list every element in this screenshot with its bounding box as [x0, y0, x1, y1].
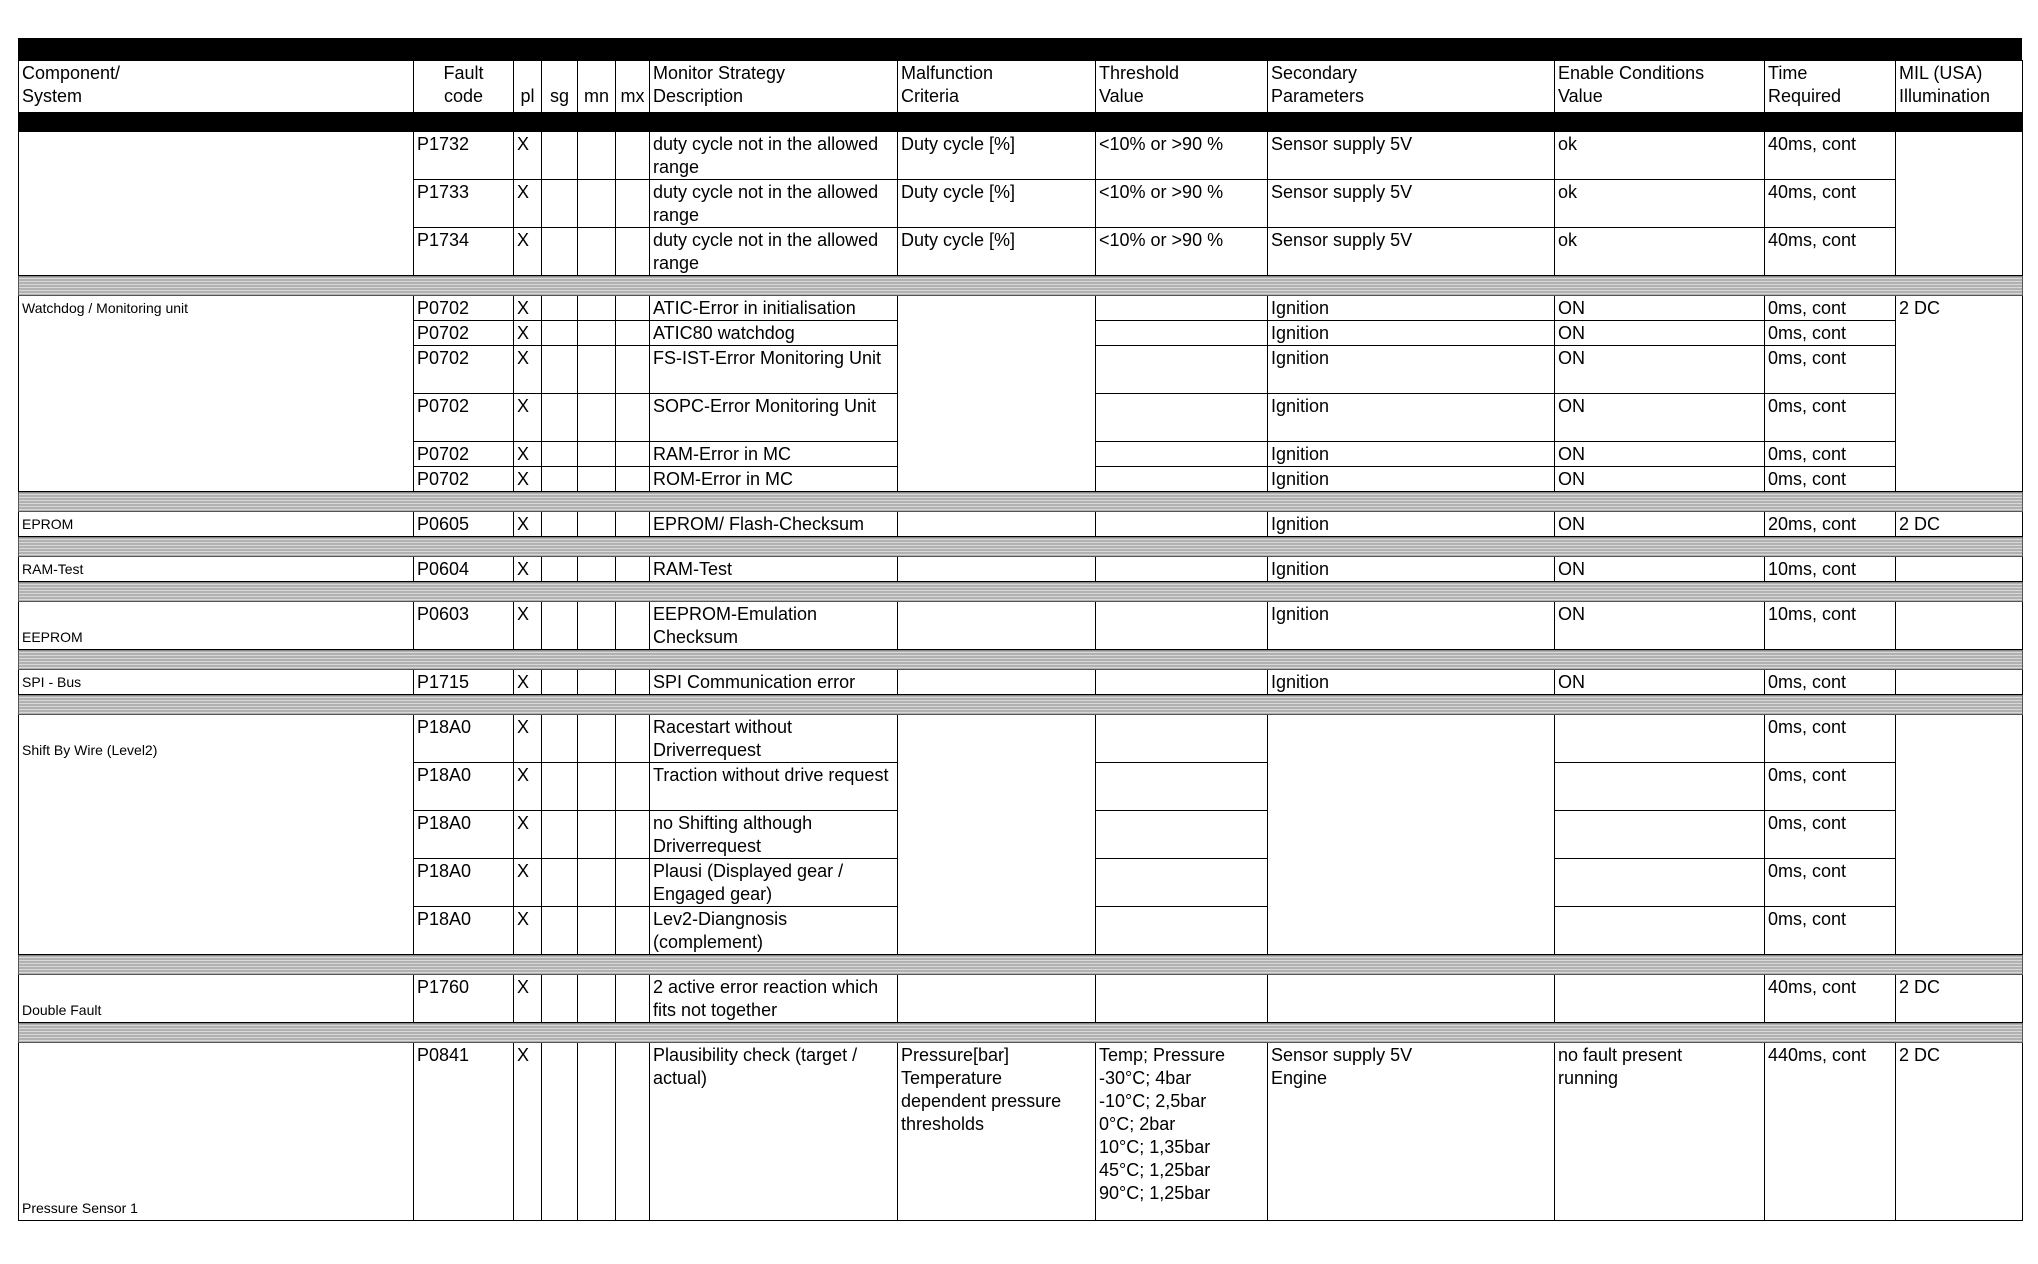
empty-cell — [616, 811, 650, 859]
time-cell: 0ms, cont — [1765, 467, 1896, 492]
description-cell: ATIC80 watchdog — [650, 321, 898, 346]
empty-cell — [578, 859, 616, 907]
header-enable: Enable Conditions Value — [1555, 61, 1765, 113]
fault-code-cell: P0702 — [414, 394, 514, 442]
description-cell: SPI Communication error — [650, 670, 898, 695]
pl-cell: X — [514, 715, 542, 763]
table-row — [19, 602, 2023, 650]
time-cell: 440ms, cont — [1765, 1043, 1896, 1221]
empty-cell — [616, 346, 650, 394]
empty-cell — [542, 907, 578, 955]
empty-cell — [616, 670, 650, 695]
empty-cell — [578, 512, 616, 537]
empty-cell — [1555, 763, 1765, 811]
empty-cell — [1268, 715, 1555, 955]
empty-cell — [1096, 512, 1268, 537]
empty-cell — [542, 228, 578, 276]
section-separator — [19, 695, 2023, 715]
time-cell: 40ms, cont — [1765, 180, 1896, 228]
empty-cell — [542, 512, 578, 537]
empty-cell — [542, 467, 578, 492]
pl-cell: X — [514, 296, 542, 321]
empty-cell — [542, 557, 578, 582]
pl-cell: X — [514, 467, 542, 492]
pl-cell: X — [514, 512, 542, 537]
fault-code-cell: P1733 — [414, 180, 514, 228]
time-cell: 40ms, cont — [1765, 228, 1896, 276]
empty-cell — [19, 1023, 2023, 1043]
threshold-cell — [1096, 394, 1268, 442]
empty-cell — [1896, 557, 2023, 582]
criteria-cell: Pressure[bar] Temperature dependent pressure thresholds — [898, 1043, 1096, 1221]
description-cell: ROM-Error in MC — [650, 467, 898, 492]
empty-cell — [1096, 763, 1268, 811]
empty-cell — [616, 859, 650, 907]
empty-cell — [542, 442, 578, 467]
empty-cell — [616, 180, 650, 228]
fault-code-cell: P18A0 — [414, 811, 514, 859]
empty-cell — [616, 763, 650, 811]
section-separator — [19, 1023, 2023, 1043]
criteria-cell: Duty cycle [%] — [898, 132, 1096, 180]
criteria-cell — [898, 296, 1096, 492]
pl-cell: X — [514, 228, 542, 276]
enable-cell: no fault present running — [1555, 1043, 1765, 1221]
description-cell: RAM-Test — [650, 557, 898, 582]
description-cell: Plausibility check (target / actual) — [650, 1043, 898, 1221]
time-cell: 0ms, cont — [1765, 442, 1896, 467]
time-cell: 10ms, cont — [1765, 602, 1896, 650]
fault-code-cell: P0702 — [414, 346, 514, 394]
time-cell: 40ms, cont — [1765, 975, 1896, 1023]
time-cell: 0ms, cont — [1765, 715, 1896, 763]
table-row — [19, 132, 2023, 180]
component-cell: EEPROM — [19, 602, 414, 650]
component-cell: Pressure Sensor 1 — [19, 1043, 414, 1221]
section-separator — [19, 492, 2023, 512]
time-cell: 0ms, cont — [1765, 296, 1896, 321]
time-cell: 0ms, cont — [1765, 859, 1896, 907]
description-cell: duty cycle not in the allowed range — [650, 180, 898, 228]
empty-cell — [1096, 811, 1268, 859]
enable-cell: ON — [1555, 442, 1765, 467]
description-cell: RAM-Error in MC — [650, 442, 898, 467]
empty-cell — [1096, 670, 1268, 695]
component-cell: RAM-Test — [19, 557, 414, 582]
header-fault-code: Fault code — [414, 61, 514, 113]
mil-cell: 2 DC — [1896, 1043, 2023, 1221]
pl-cell: X — [514, 1043, 542, 1221]
mil-cell: 2 DC — [1896, 296, 2023, 492]
header-secondary: Secondary Parameters — [1268, 61, 1555, 113]
pl-cell: X — [514, 763, 542, 811]
empty-cell — [578, 670, 616, 695]
empty-cell — [542, 602, 578, 650]
empty-cell — [578, 394, 616, 442]
time-cell: 0ms, cont — [1765, 907, 1896, 955]
empty-cell — [1555, 907, 1765, 955]
description-cell: duty cycle not in the allowed range — [650, 132, 898, 180]
pl-cell: X — [514, 907, 542, 955]
component-cell: Shift By Wire (Level2) — [19, 715, 414, 955]
empty-cell — [616, 321, 650, 346]
fault-code-cell: P0605 — [414, 512, 514, 537]
fault-code-cell: P0604 — [414, 557, 514, 582]
description-cell: EEPROM-Emulation Checksum — [650, 602, 898, 650]
empty-cell — [1555, 715, 1765, 763]
pl-cell: X — [514, 346, 542, 394]
empty-cell — [578, 602, 616, 650]
description-cell: FS-IST-Error Monitoring Unit — [650, 346, 898, 394]
time-cell: 40ms, cont — [1765, 132, 1896, 180]
empty-cell — [542, 321, 578, 346]
empty-cell — [898, 975, 1096, 1023]
description-cell: duty cycle not in the allowed range — [650, 228, 898, 276]
criteria-cell: Duty cycle [%] — [898, 228, 1096, 276]
fault-code-cell: P0702 — [414, 296, 514, 321]
description-cell: ATIC-Error in initialisation — [650, 296, 898, 321]
secondary-cell: Ignition — [1268, 467, 1555, 492]
empty-cell — [19, 695, 2023, 715]
enable-cell: ok — [1555, 228, 1765, 276]
enable-cell: ON — [1555, 394, 1765, 442]
empty-cell — [19, 113, 2023, 132]
time-cell: 0ms, cont — [1765, 670, 1896, 695]
empty-cell — [1096, 859, 1268, 907]
empty-cell — [542, 811, 578, 859]
pl-cell: X — [514, 557, 542, 582]
empty-cell — [616, 467, 650, 492]
pl-cell: X — [514, 442, 542, 467]
empty-cell — [578, 467, 616, 492]
table-row — [19, 1043, 2023, 1221]
fault-code-cell: P1760 — [414, 975, 514, 1023]
empty-cell — [1555, 975, 1765, 1023]
enable-cell: ON — [1555, 557, 1765, 582]
header-component: Component/ System — [19, 61, 414, 113]
empty-cell — [616, 132, 650, 180]
secondary-cell: Ignition — [1268, 512, 1555, 537]
empty-cell — [616, 557, 650, 582]
empty-cell — [19, 537, 2023, 557]
top-black-band — [18, 38, 2022, 60]
secondary-cell: Sensor supply 5V — [1268, 132, 1555, 180]
secondary-cell: Sensor supply 5V Engine — [1268, 1043, 1555, 1221]
empty-cell — [19, 492, 2023, 512]
pl-cell: X — [514, 859, 542, 907]
table-row — [19, 512, 2023, 537]
empty-cell — [578, 296, 616, 321]
section-separator — [19, 955, 2023, 975]
empty-cell — [578, 321, 616, 346]
empty-cell — [542, 859, 578, 907]
empty-cell — [578, 715, 616, 763]
time-cell: 10ms, cont — [1765, 557, 1896, 582]
description-cell: Traction without drive request — [650, 763, 898, 811]
empty-cell — [542, 1043, 578, 1221]
time-cell: 0ms, cont — [1765, 394, 1896, 442]
section-separator — [19, 537, 2023, 557]
empty-cell — [542, 180, 578, 228]
empty-cell — [616, 715, 650, 763]
secondary-cell: Ignition — [1268, 442, 1555, 467]
time-cell: 0ms, cont — [1765, 346, 1896, 394]
threshold-cell — [1096, 346, 1268, 394]
empty-cell — [19, 276, 2023, 296]
empty-cell — [1896, 715, 2023, 955]
fault-code-cell: P0702 — [414, 442, 514, 467]
empty-cell — [578, 907, 616, 955]
section-separator — [19, 276, 2023, 296]
description-cell: SOPC-Error Monitoring Unit — [650, 394, 898, 442]
empty-cell — [1555, 811, 1765, 859]
fault-code-cell: P0702 — [414, 321, 514, 346]
fault-code-cell: P1734 — [414, 228, 514, 276]
empty-cell — [542, 346, 578, 394]
component-cell — [19, 132, 414, 276]
diagnostic-fault-table — [18, 60, 2023, 1221]
fault-code-cell: P18A0 — [414, 859, 514, 907]
empty-cell — [578, 442, 616, 467]
secondary-cell: Ignition — [1268, 670, 1555, 695]
table-row — [19, 670, 2023, 695]
empty-cell — [19, 955, 2023, 975]
secondary-cell: Sensor supply 5V — [1268, 180, 1555, 228]
time-cell: 0ms, cont — [1765, 763, 1896, 811]
threshold-cell — [1096, 442, 1268, 467]
description-cell: Lev2-Diangnosis (complement) — [650, 907, 898, 955]
empty-cell — [1555, 859, 1765, 907]
table-row — [19, 715, 2023, 763]
empty-cell — [542, 763, 578, 811]
enable-cell: ok — [1555, 180, 1765, 228]
empty-cell — [616, 296, 650, 321]
enable-cell: ON — [1555, 346, 1765, 394]
mil-cell: 2 DC — [1896, 512, 2023, 537]
fault-code-cell: P18A0 — [414, 715, 514, 763]
threshold-cell: <10% or >90 % — [1096, 180, 1268, 228]
component-cell: Double Fault — [19, 975, 414, 1023]
pl-cell: X — [514, 975, 542, 1023]
table-row — [19, 296, 2023, 321]
header-mn: mn — [578, 61, 616, 113]
threshold-cell — [1096, 321, 1268, 346]
empty-cell — [1096, 975, 1268, 1023]
threshold-cell: <10% or >90 % — [1096, 132, 1268, 180]
empty-cell — [1096, 907, 1268, 955]
empty-cell — [1096, 557, 1268, 582]
empty-cell — [1896, 670, 2023, 695]
header-monitor: Monitor Strategy Description — [650, 61, 898, 113]
enable-cell: ON — [1555, 296, 1765, 321]
empty-cell — [1096, 715, 1268, 763]
empty-cell — [898, 602, 1096, 650]
empty-cell — [578, 132, 616, 180]
mil-cell: 2 DC — [1896, 975, 2023, 1023]
empty-cell — [898, 715, 1096, 955]
empty-cell — [616, 228, 650, 276]
empty-cell — [616, 512, 650, 537]
table-row — [19, 557, 2023, 582]
threshold-cell — [1096, 296, 1268, 321]
secondary-cell: Ignition — [1268, 321, 1555, 346]
fault-code-cell: P18A0 — [414, 907, 514, 955]
description-cell: Plausi (Displayed gear / Engaged gear) — [650, 859, 898, 907]
component-cell: Watchdog / Monitoring unit — [19, 296, 414, 492]
pl-cell: X — [514, 394, 542, 442]
pl-cell: X — [514, 811, 542, 859]
secondary-cell: Ignition — [1268, 394, 1555, 442]
enable-cell: ON — [1555, 321, 1765, 346]
criteria-cell: Duty cycle [%] — [898, 180, 1096, 228]
empty-cell — [542, 975, 578, 1023]
empty-cell — [616, 602, 650, 650]
enable-cell: ON — [1555, 670, 1765, 695]
fault-code-cell: P0603 — [414, 602, 514, 650]
enable-cell: ON — [1555, 602, 1765, 650]
empty-cell — [542, 132, 578, 180]
empty-cell — [616, 394, 650, 442]
empty-cell — [1096, 602, 1268, 650]
header-sg: sg — [542, 61, 578, 113]
fault-code-cell: P1732 — [414, 132, 514, 180]
empty-cell — [542, 715, 578, 763]
section-separator — [19, 582, 2023, 602]
description-cell: no Shifting although Driverrequest — [650, 811, 898, 859]
section-separator — [19, 650, 2023, 670]
empty-cell — [578, 557, 616, 582]
table-row — [19, 975, 2023, 1023]
header-mx: mx — [616, 61, 650, 113]
threshold-cell: <10% or >90 % — [1096, 228, 1268, 276]
empty-cell — [578, 180, 616, 228]
empty-cell — [578, 228, 616, 276]
secondary-cell: Ignition — [1268, 557, 1555, 582]
empty-cell — [578, 1043, 616, 1221]
header-threshold: Threshold Value — [1096, 61, 1268, 113]
empty-cell — [578, 346, 616, 394]
secondary-cell: Ignition — [1268, 602, 1555, 650]
pl-cell: X — [514, 670, 542, 695]
empty-cell — [1896, 602, 2023, 650]
empty-cell — [616, 907, 650, 955]
description-cell: Racestart without Driverrequest — [650, 715, 898, 763]
enable-cell: ON — [1555, 467, 1765, 492]
secondary-cell: Ignition — [1268, 346, 1555, 394]
header-mil: MIL (USA) Illumination — [1896, 61, 2023, 113]
empty-cell — [616, 1043, 650, 1221]
empty-cell — [898, 670, 1096, 695]
mil-cell — [1896, 132, 2023, 276]
pl-cell: X — [514, 602, 542, 650]
empty-cell — [19, 650, 2023, 670]
header-malfunction: Malfunction Criteria — [898, 61, 1096, 113]
threshold-cell — [1096, 467, 1268, 492]
pl-cell: X — [514, 180, 542, 228]
time-cell: 20ms, cont — [1765, 512, 1896, 537]
empty-cell — [578, 811, 616, 859]
description-cell: EPROM/ Flash-Checksum — [650, 512, 898, 537]
header-black-band — [19, 113, 2023, 132]
empty-cell — [19, 582, 2023, 602]
fault-code-cell: P18A0 — [414, 763, 514, 811]
header-pl: pl — [514, 61, 542, 113]
fault-code-cell: P1715 — [414, 670, 514, 695]
pl-cell: X — [514, 132, 542, 180]
empty-cell — [542, 296, 578, 321]
threshold-cell: Temp; Pressure -30°C; 4bar -10°C; 2,5bar 0°C; 2bar 10°C; 1,35bar 45°C; 1,25bar 90°C; 1,25bar — [1096, 1043, 1268, 1221]
component-cell: SPI - Bus — [19, 670, 414, 695]
enable-cell: ON — [1555, 512, 1765, 537]
empty-cell — [898, 512, 1096, 537]
empty-cell — [616, 975, 650, 1023]
empty-cell — [542, 670, 578, 695]
empty-cell — [616, 442, 650, 467]
component-cell: EPROM — [19, 512, 414, 537]
time-cell: 0ms, cont — [1765, 321, 1896, 346]
enable-cell: ok — [1555, 132, 1765, 180]
empty-cell — [542, 394, 578, 442]
description-cell: 2 active error reaction which fits not together — [650, 975, 898, 1023]
secondary-cell: Sensor supply 5V — [1268, 228, 1555, 276]
pl-cell: X — [514, 321, 542, 346]
header-time: Time Required — [1765, 61, 1896, 113]
empty-cell — [578, 763, 616, 811]
fault-code-cell: P0841 — [414, 1043, 514, 1221]
secondary-cell: Ignition — [1268, 296, 1555, 321]
time-cell: 0ms, cont — [1765, 811, 1896, 859]
empty-cell — [578, 975, 616, 1023]
fault-code-cell: P0702 — [414, 467, 514, 492]
table-header-row — [19, 61, 2023, 113]
empty-cell — [1268, 975, 1555, 1023]
empty-cell — [898, 557, 1096, 582]
